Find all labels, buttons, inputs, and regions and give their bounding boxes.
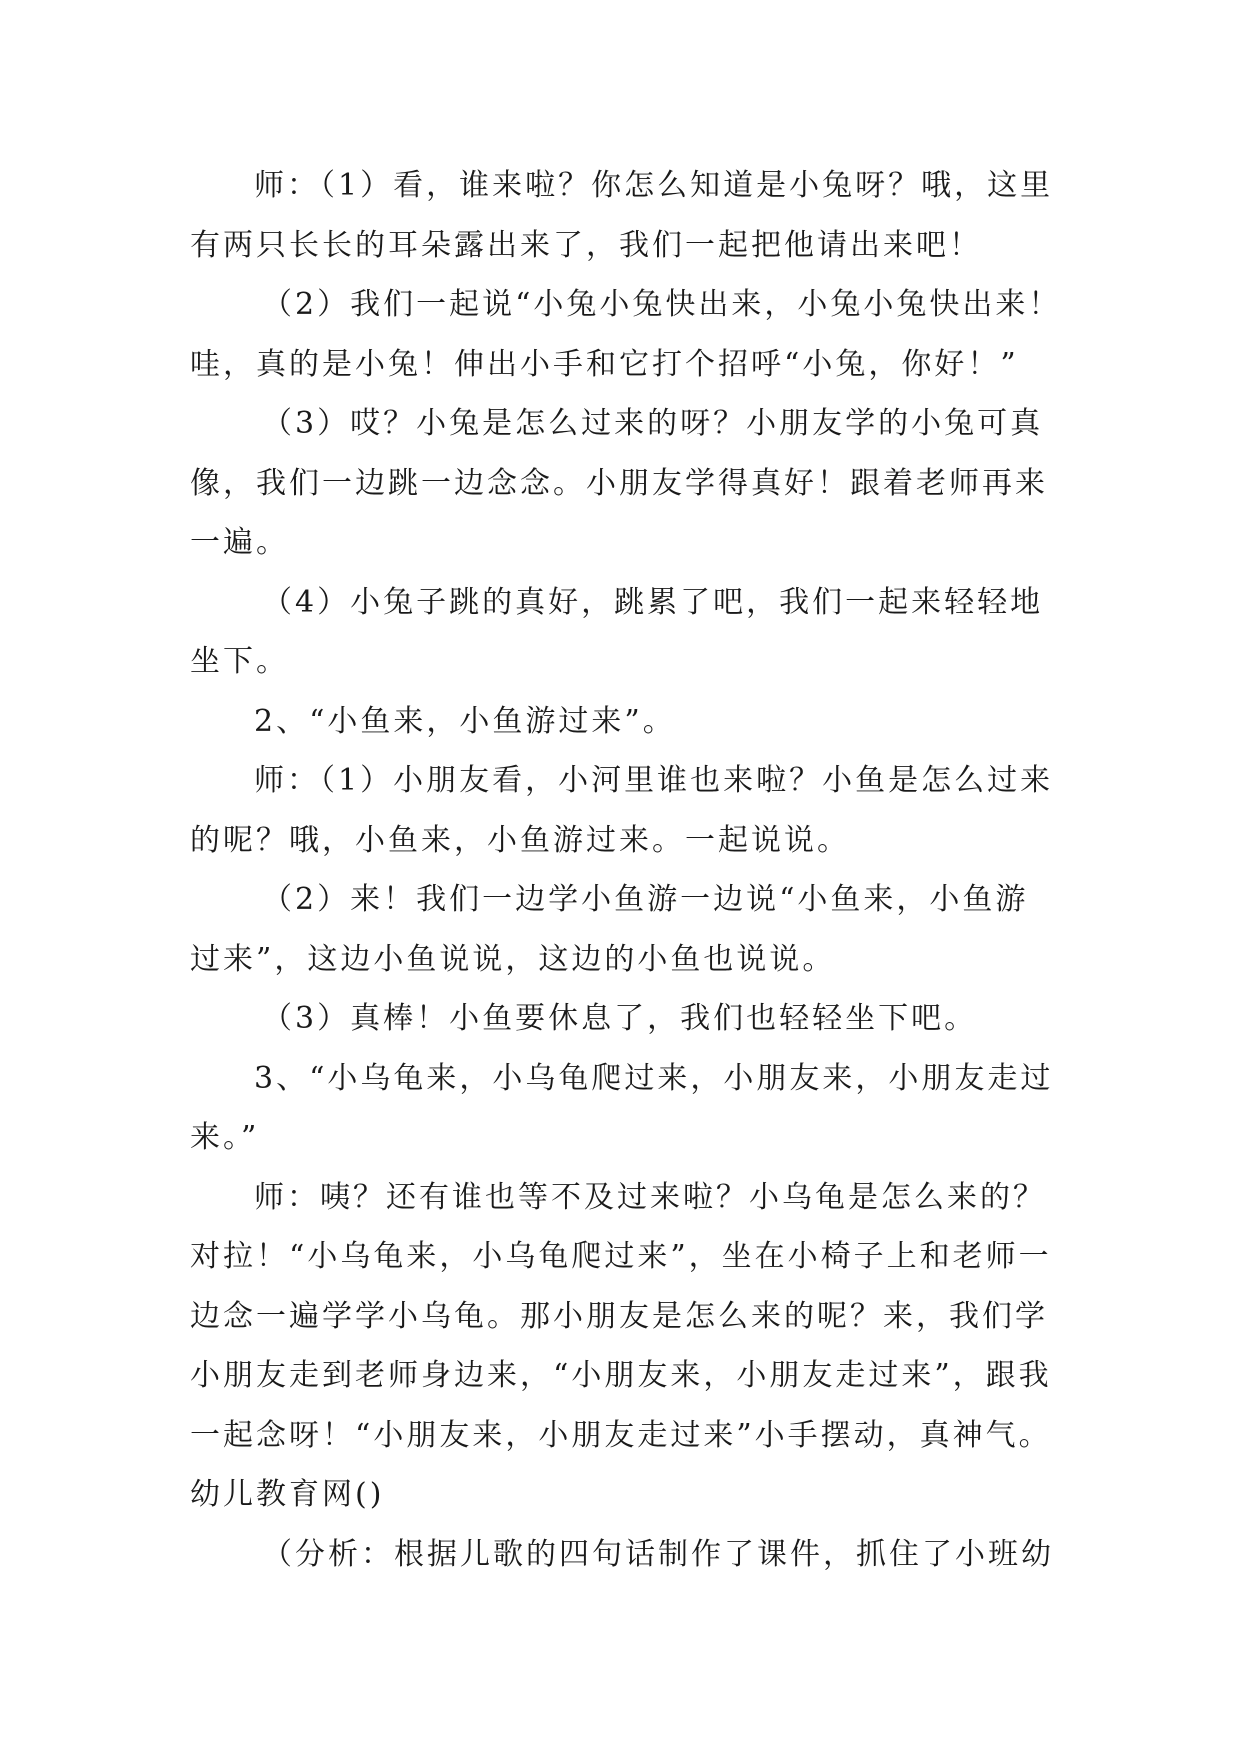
document-body	[190, 156, 1062, 1584]
paragraph-line: 来。”	[190, 1120, 260, 1155]
paragraph-line: 过来”，这边小鱼说说，这边的小鱼也说说。	[190, 941, 836, 977]
paragraph-line: 师：（1）小朋友看，小河里谁也来啦？小鱼是怎么过来	[254, 763, 1054, 798]
paragraph-line: 哇，真的是小兔！伸出小手和它打个招呼“小兔，你好！”	[190, 346, 1019, 382]
section-heading: 2、“小鱼来，小鱼游过来”。	[254, 703, 676, 739]
paragraph-line: （2）来！我们一边学小鱼游一边说“小鱼来，小鱼游	[262, 882, 1029, 917]
paragraph-line: 对拉！“小乌龟来，小乌龟爬过来”，坐在小椅子上和老师一	[190, 1239, 1052, 1274]
paragraph-line: （3）哎？小兔是怎么过来的呀？小朋友学的小兔可真	[262, 406, 1044, 441]
paragraph-line: 小朋友走到老师身边来，“小朋友来，小朋友走过来”，跟我	[190, 1358, 1052, 1393]
paragraph-line: 师：（1）看，谁来啦？你怎么知道是小兔呀？哦，这里	[254, 168, 1054, 203]
paragraph-line: 一遍。	[190, 525, 289, 560]
paragraph-line: 坐下。	[190, 644, 289, 679]
paragraph-line: 一起念呀！“小朋友来，小朋友走过来”小手摆动，真神气。	[190, 1417, 1052, 1453]
section-heading: 3、“小乌龟来，小乌龟爬过来，小朋友来，小朋友走过	[254, 1060, 1054, 1096]
paragraph-line: （2）我们一起说“小兔小兔快出来，小兔小兔快出来！	[262, 287, 1062, 322]
paragraph-line: 师：咦？还有谁也等不及过来啦？小乌龟是怎么来的？	[254, 1179, 1046, 1215]
paragraph-line: 边念一遍学学小乌龟。那小朋友是怎么来的呢？来，我们学	[190, 1298, 1048, 1334]
paragraph-line: （分析：根据儿歌的四句话制作了课件，抓住了小班幼	[262, 1536, 1054, 1572]
paragraph-line: 有两只长长的耳朵露出来了，我们一起把他请出来吧！	[190, 227, 982, 263]
paragraph-line: （3）真棒！小鱼要休息了，我们也轻轻坐下吧。	[262, 1001, 978, 1036]
paragraph-line: 像，我们一边跳一边念念。小朋友学得真好！跟着老师再来	[190, 465, 1048, 501]
source-note: 幼儿教育网()	[190, 1477, 385, 1512]
paragraph-line: （4）小兔子跳的真好，跳累了吧，我们一起来轻轻地	[262, 584, 1044, 620]
paragraph-line: 的呢？哦，小鱼来，小鱼游过来。一起说说。	[190, 822, 850, 858]
